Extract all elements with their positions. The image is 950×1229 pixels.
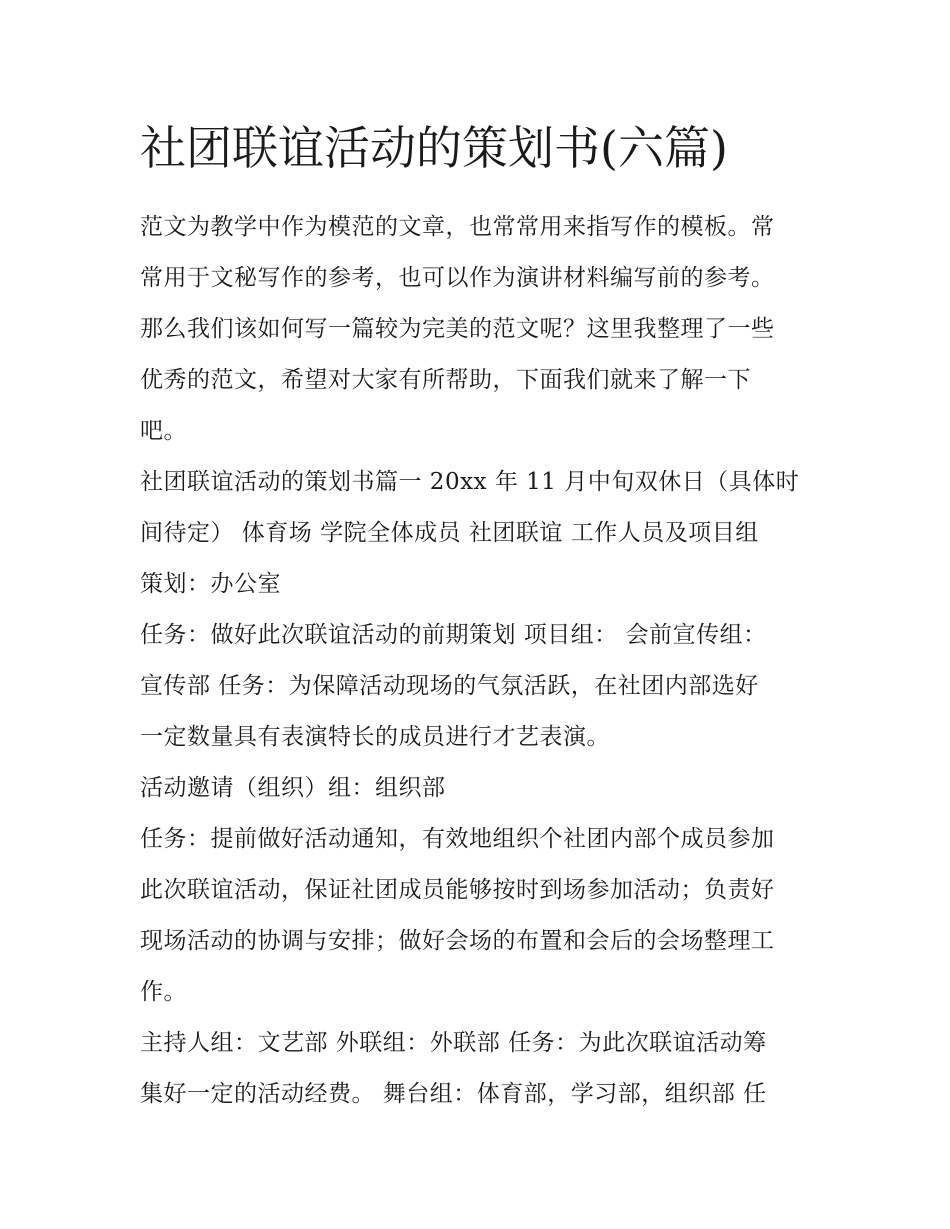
text-line: 那么我们该如何写一篇较为完美的范文呢？这里我整理了一些: [140, 316, 775, 342]
text-line: 吧。: [140, 418, 187, 444]
text-line: 集好一定的活动经费。 舞台组：体育部，学习部，组织部 任: [140, 1081, 767, 1107]
text-line: 社团联谊活动的策划书篇一 20xx 年 11 月中旬双休日（具体时: [140, 469, 800, 495]
text-line: 范文为教学中作为模范的文章，也常常用来指写作的模板。常: [140, 214, 775, 240]
text-line: 任务：提前做好活动通知，有效地组织个社团内部个成员参加: [140, 826, 775, 852]
body-text: [140, 202, 815, 1120]
document-body: [140, 112, 815, 1120]
text-line: 主持人组：文艺部 外联组：外联部 任务：为此次联谊活动筹: [140, 1030, 767, 1056]
text-line: 策划：办公室: [140, 571, 281, 597]
text-line: 活动邀请（组织）组：组织部: [140, 775, 446, 801]
text-line: 常用于文秘写作的参考，也可以作为演讲材料编写前的参考。: [140, 265, 775, 291]
text-line: 优秀的范文，希望对大家有所帮助，下面我们就来了解一下: [140, 367, 751, 393]
text-line: 一定数量具有表演特长的成员进行才艺表演。: [140, 724, 610, 750]
text-line: 间待定） 体育场 学院全体成员 社团联谊 工作人员及项目组: [140, 520, 759, 546]
text-line: 此次联谊活动，保证社团成员能够按时到场参加活动；负责好: [140, 877, 775, 903]
text-line: 现场活动的协调与安排；做好会场的布置和会后的会场整理工: [140, 928, 775, 954]
text-line: 作。: [140, 979, 187, 1005]
text-line: 宣传部 任务：为保障活动现场的气氛活跃，在社团内部选好: [140, 673, 759, 699]
document-title: 社团联谊活动的策划书(六篇): [140, 121, 728, 175]
text-line: 任务：做好此次联谊活动的前期策划 项目组： 会前宣传组：: [140, 622, 767, 648]
